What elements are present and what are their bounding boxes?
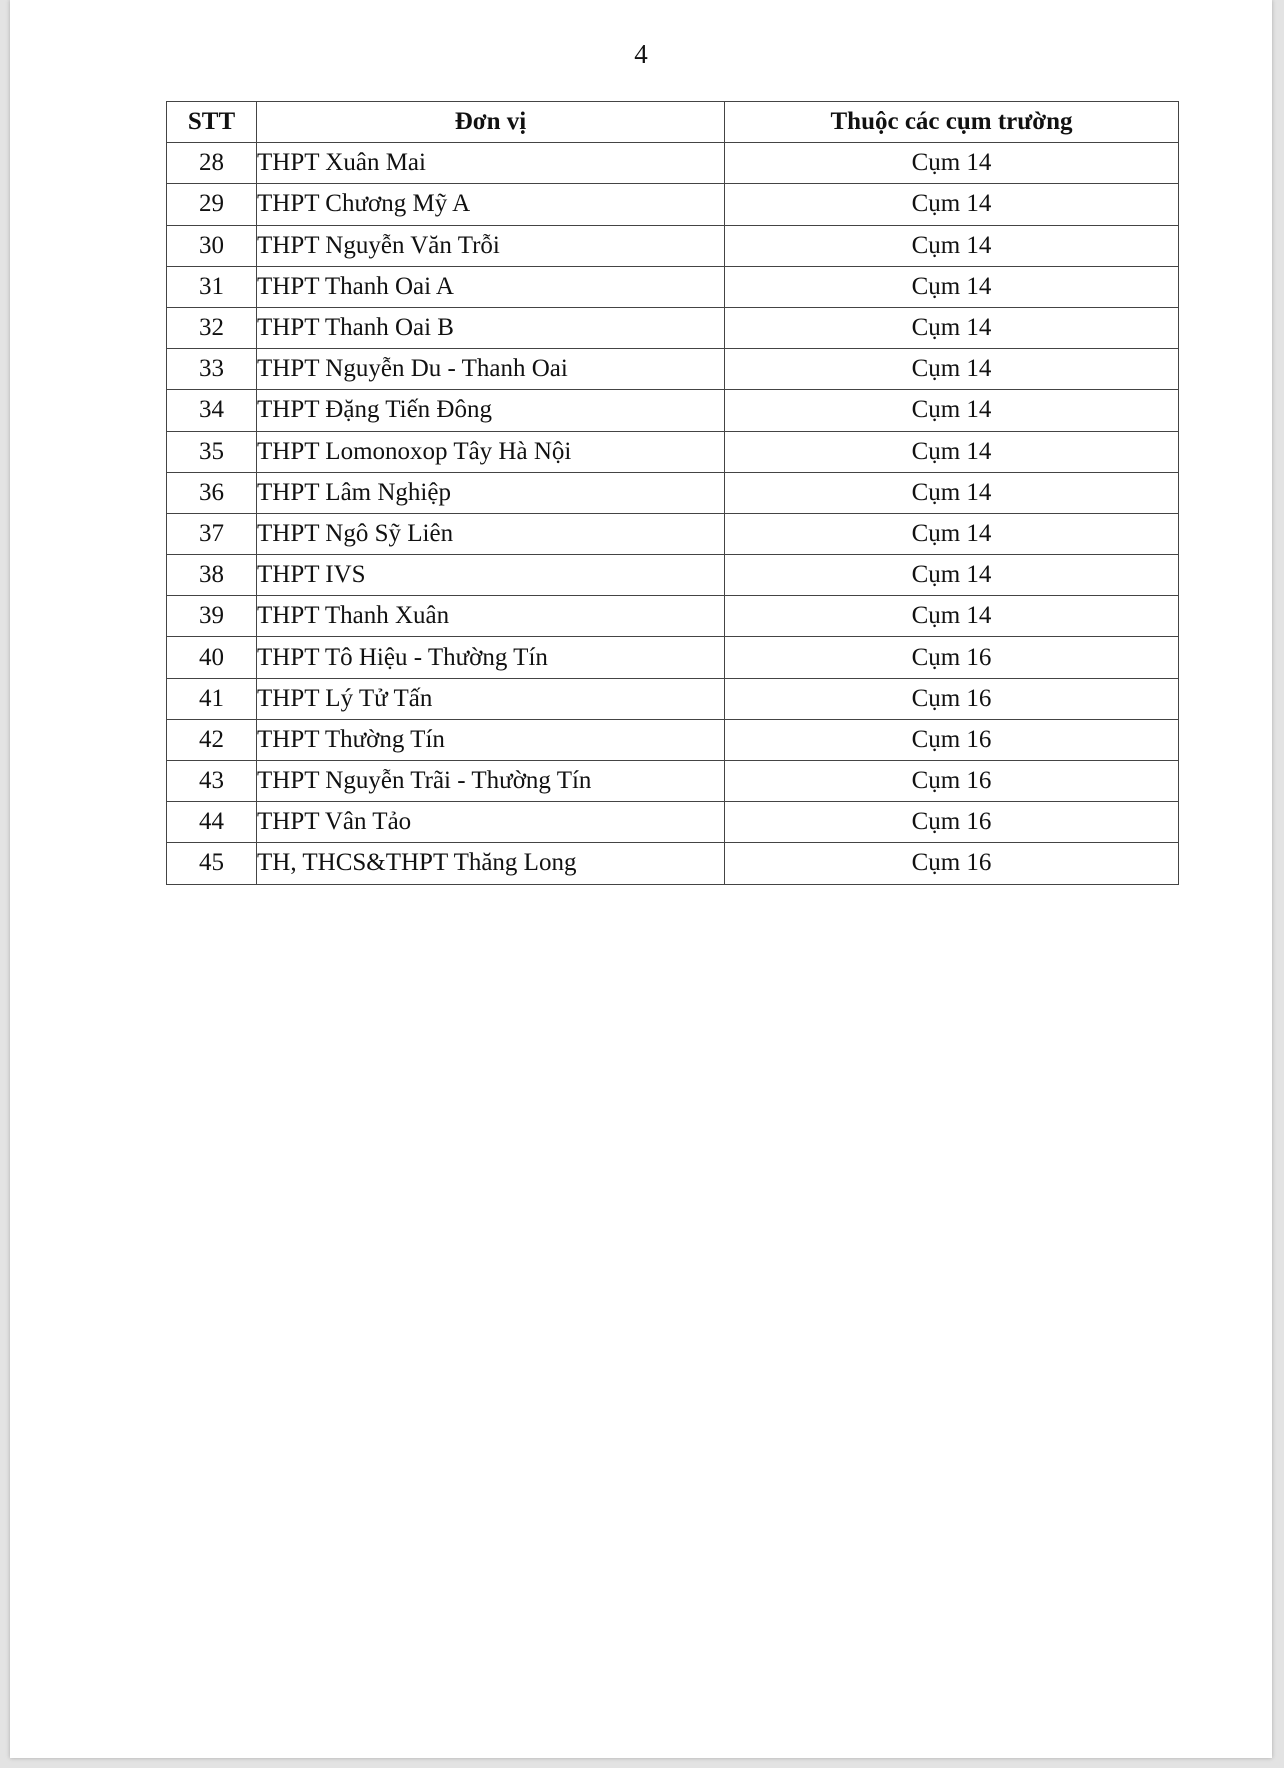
row-unit-cell: THPT Chương Mỹ A bbox=[257, 184, 725, 225]
row-cluster-cell: Cụm 14 bbox=[725, 513, 1179, 554]
row-cluster-cell: Cụm 14 bbox=[725, 472, 1179, 513]
row-cluster-cell: Cụm 14 bbox=[725, 225, 1179, 266]
row-unit-cell: THPT Nguyễn Du - Thanh Oai bbox=[257, 349, 725, 390]
header-unit: Đơn vị bbox=[257, 102, 725, 143]
unit-cluster-table bbox=[166, 101, 1179, 885]
row-cluster-cell: Cụm 14 bbox=[725, 349, 1179, 390]
row-stt-cell: 35 bbox=[167, 431, 257, 472]
row-stt-cell: 28 bbox=[167, 143, 257, 184]
row-unit-cell: THPT Tô Hiệu - Thường Tín bbox=[257, 637, 725, 678]
row-cluster-cell: Cụm 14 bbox=[725, 143, 1179, 184]
row-unit-cell: THPT Thanh Oai A bbox=[257, 266, 725, 307]
table-row bbox=[167, 431, 1179, 472]
row-unit-cell: THPT Lomonoxop Tây Hà Nội bbox=[257, 431, 725, 472]
row-stt-cell: 45 bbox=[167, 843, 257, 884]
row-cluster-cell: Cụm 16 bbox=[725, 843, 1179, 884]
row-stt-cell: 38 bbox=[167, 555, 257, 596]
table-body bbox=[167, 143, 1179, 884]
row-cluster-cell: Cụm 16 bbox=[725, 802, 1179, 843]
row-stt-cell: 41 bbox=[167, 678, 257, 719]
header-cluster: Thuộc các cụm trường bbox=[725, 102, 1179, 143]
row-stt-cell: 42 bbox=[167, 719, 257, 760]
row-cluster-cell: Cụm 16 bbox=[725, 719, 1179, 760]
table-row bbox=[167, 307, 1179, 348]
table-row bbox=[167, 719, 1179, 760]
row-unit-cell: THPT Ngô Sỹ Liên bbox=[257, 513, 725, 554]
table-row bbox=[167, 143, 1179, 184]
row-unit-cell: THPT Thanh Xuân bbox=[257, 596, 725, 637]
table-row bbox=[167, 596, 1179, 637]
page-number: 4 bbox=[634, 39, 648, 69]
row-cluster-cell: Cụm 16 bbox=[725, 761, 1179, 802]
row-stt-cell: 32 bbox=[167, 307, 257, 348]
row-unit-cell: TH, THCS&THPT Thăng Long bbox=[257, 843, 725, 884]
row-cluster-cell: Cụm 14 bbox=[725, 307, 1179, 348]
row-stt-cell: 29 bbox=[167, 184, 257, 225]
row-cluster-cell: Cụm 16 bbox=[725, 637, 1179, 678]
row-unit-cell: THPT Vân Tảo bbox=[257, 802, 725, 843]
row-cluster-cell: Cụm 14 bbox=[725, 555, 1179, 596]
document-page bbox=[10, 0, 1272, 1758]
table-row bbox=[167, 513, 1179, 554]
row-stt-cell: 37 bbox=[167, 513, 257, 554]
table-row bbox=[167, 225, 1179, 266]
row-unit-cell: THPT Thường Tín bbox=[257, 719, 725, 760]
table-row bbox=[167, 390, 1179, 431]
row-cluster-cell: Cụm 14 bbox=[725, 266, 1179, 307]
table-row bbox=[167, 802, 1179, 843]
row-unit-cell: THPT Thanh Oai B bbox=[257, 307, 725, 348]
row-unit-cell: THPT Nguyễn Trãi - Thường Tín bbox=[257, 761, 725, 802]
row-stt-cell: 34 bbox=[167, 390, 257, 431]
row-stt-cell: 44 bbox=[167, 802, 257, 843]
table-row bbox=[167, 637, 1179, 678]
row-unit-cell: THPT IVS bbox=[257, 555, 725, 596]
table-row bbox=[167, 266, 1179, 307]
row-cluster-cell: Cụm 14 bbox=[725, 596, 1179, 637]
row-stt-cell: 36 bbox=[167, 472, 257, 513]
row-stt-cell: 43 bbox=[167, 761, 257, 802]
table-row bbox=[167, 349, 1179, 390]
table-row bbox=[167, 761, 1179, 802]
row-cluster-cell: Cụm 16 bbox=[725, 678, 1179, 719]
row-cluster-cell: Cụm 14 bbox=[725, 184, 1179, 225]
row-unit-cell: THPT Nguyễn Văn Trỗi bbox=[257, 225, 725, 266]
header-stt: STT bbox=[167, 102, 257, 143]
table-row bbox=[167, 472, 1179, 513]
row-stt-cell: 31 bbox=[167, 266, 257, 307]
row-unit-cell: THPT Xuân Mai bbox=[257, 143, 725, 184]
table-header-row bbox=[167, 102, 1179, 143]
row-stt-cell: 39 bbox=[167, 596, 257, 637]
row-unit-cell: THPT Lý Tử Tấn bbox=[257, 678, 725, 719]
row-cluster-cell: Cụm 14 bbox=[725, 390, 1179, 431]
row-stt-cell: 40 bbox=[167, 637, 257, 678]
row-cluster-cell: Cụm 14 bbox=[725, 431, 1179, 472]
row-unit-cell: THPT Lâm Nghiệp bbox=[257, 472, 725, 513]
table-row bbox=[167, 184, 1179, 225]
row-unit-cell: THPT Đặng Tiến Đông bbox=[257, 390, 725, 431]
table-row bbox=[167, 678, 1179, 719]
row-stt-cell: 30 bbox=[167, 225, 257, 266]
table-row bbox=[167, 843, 1179, 884]
row-stt-cell: 33 bbox=[167, 349, 257, 390]
table-row bbox=[167, 555, 1179, 596]
